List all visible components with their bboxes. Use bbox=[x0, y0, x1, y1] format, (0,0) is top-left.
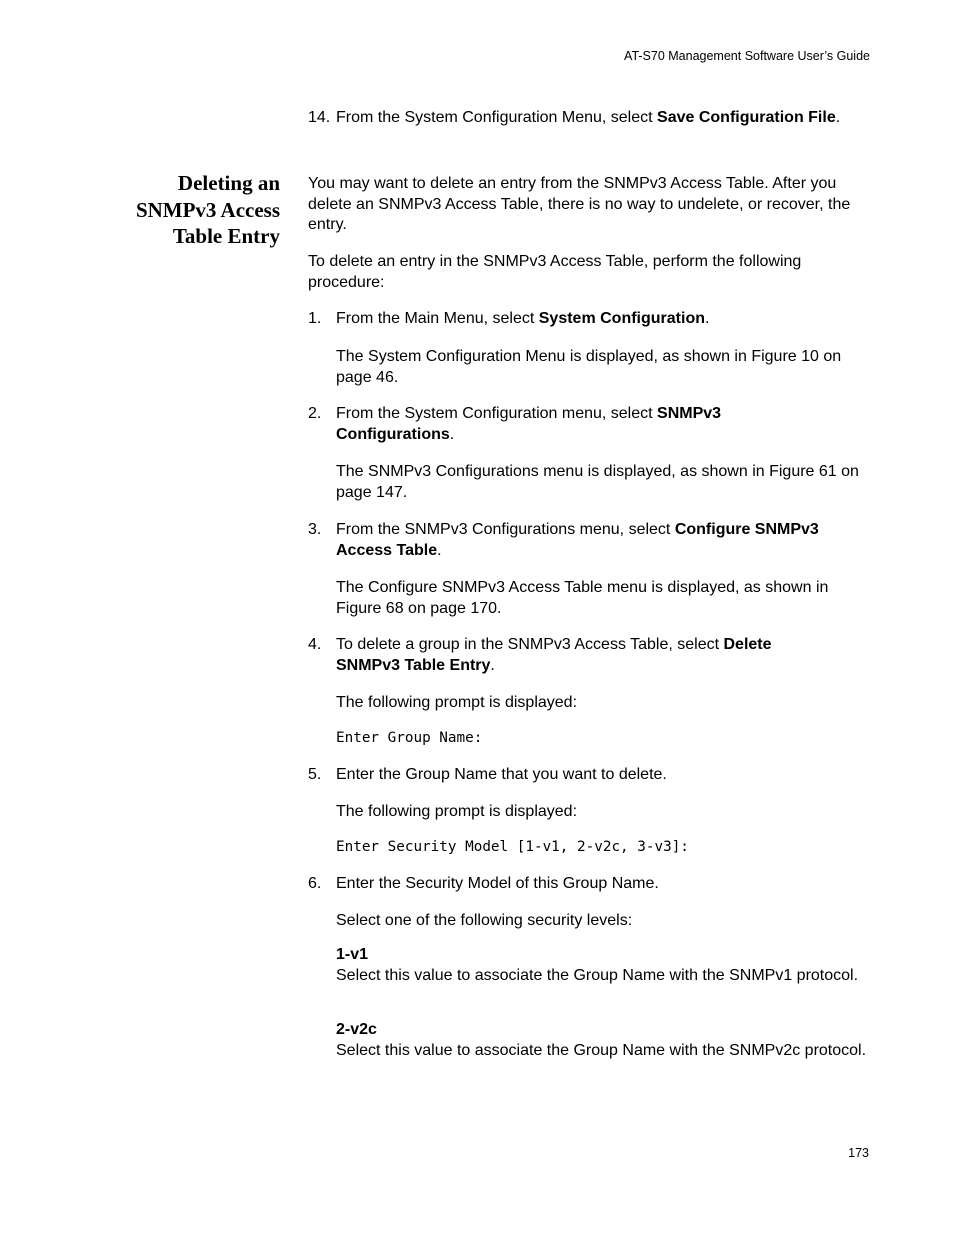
step-text: From the System Configuration Menu, select Save Configuration File. bbox=[336, 109, 841, 126]
step-text: From the Main Menu, select System Configuration. bbox=[336, 310, 710, 327]
step-number: 4. bbox=[308, 636, 322, 653]
step-note: The Configure SNMPv3 Access Table menu is displayed, as shown in Figure 68 on page 170. bbox=[336, 579, 829, 617]
step-note: Select one of the following security levels: bbox=[336, 912, 633, 929]
step-number: 6. bbox=[308, 875, 322, 892]
level-term: 2-v2c bbox=[336, 1021, 377, 1038]
step-note: The SNMPv3 Configurations menu is displayed, as shown in Figure 61 on page 147. bbox=[336, 463, 859, 501]
step-number: 5. bbox=[308, 766, 322, 783]
menu-option: Save Configuration File bbox=[657, 109, 836, 126]
menu-option: SNMPv3 Configurations bbox=[336, 405, 722, 443]
section-heading: Deleting an SNMPv3 Access Table Entry bbox=[135, 171, 280, 248]
step-number: 1. bbox=[308, 310, 322, 327]
step-number: 14. bbox=[308, 109, 331, 126]
intro-paragraph: To delete an entry in the SNMPv3 Access Table, perform the following procedure: bbox=[308, 253, 802, 291]
step-text: Enter the Security Model of this Group Name. bbox=[336, 875, 659, 892]
menu-option: Configure SNMPv3 Access Table bbox=[336, 521, 819, 559]
level-description: Select this value to associate the Group Name with the SNMPv2c protocol. bbox=[336, 1042, 867, 1059]
step-text: Enter the Group Name that you want to delete. bbox=[336, 766, 667, 783]
prompt-code: Enter Security Model [1-v1, 2-v2c, 3-v3]: bbox=[336, 839, 689, 855]
step-note: The System Configuration Menu is displayed, as shown in Figure 10 on page 46. bbox=[336, 348, 842, 386]
step-text: From the System Configuration menu, select SNMPv3 Configurations. bbox=[336, 405, 722, 443]
page-number: 173 bbox=[848, 1146, 869, 1160]
prompt-code: Enter Group Name: bbox=[336, 730, 483, 746]
step-number: 2. bbox=[308, 405, 322, 422]
level-term: 1-v1 bbox=[336, 946, 369, 963]
running-header: AT-S70 Management Software User’s Guide bbox=[624, 49, 870, 63]
menu-option: Delete SNMPv3 Table Entry bbox=[336, 636, 772, 674]
step-number: 3. bbox=[308, 521, 322, 538]
intro-paragraph: You may want to delete an entry from the SNMPv3 Access Table. After you delete an SNMPv3 Access Table, there is no way to undelete, or recover, the entry. bbox=[308, 175, 851, 233]
step-note: The following prompt is displayed: bbox=[336, 803, 578, 820]
step-text: From the SNMPv3 Configurations menu, select Configure SNMPv3 Access Table. bbox=[336, 521, 819, 559]
menu-option: System Configuration bbox=[538, 310, 705, 327]
level-description: Select this value to associate the Group Name with the SNMPv1 protocol. bbox=[336, 967, 859, 984]
step-note: The following prompt is displayed: bbox=[336, 694, 578, 711]
step-text: To delete a group in the SNMPv3 Access Table, select Delete SNMPv3 Table Entry. bbox=[336, 636, 772, 674]
